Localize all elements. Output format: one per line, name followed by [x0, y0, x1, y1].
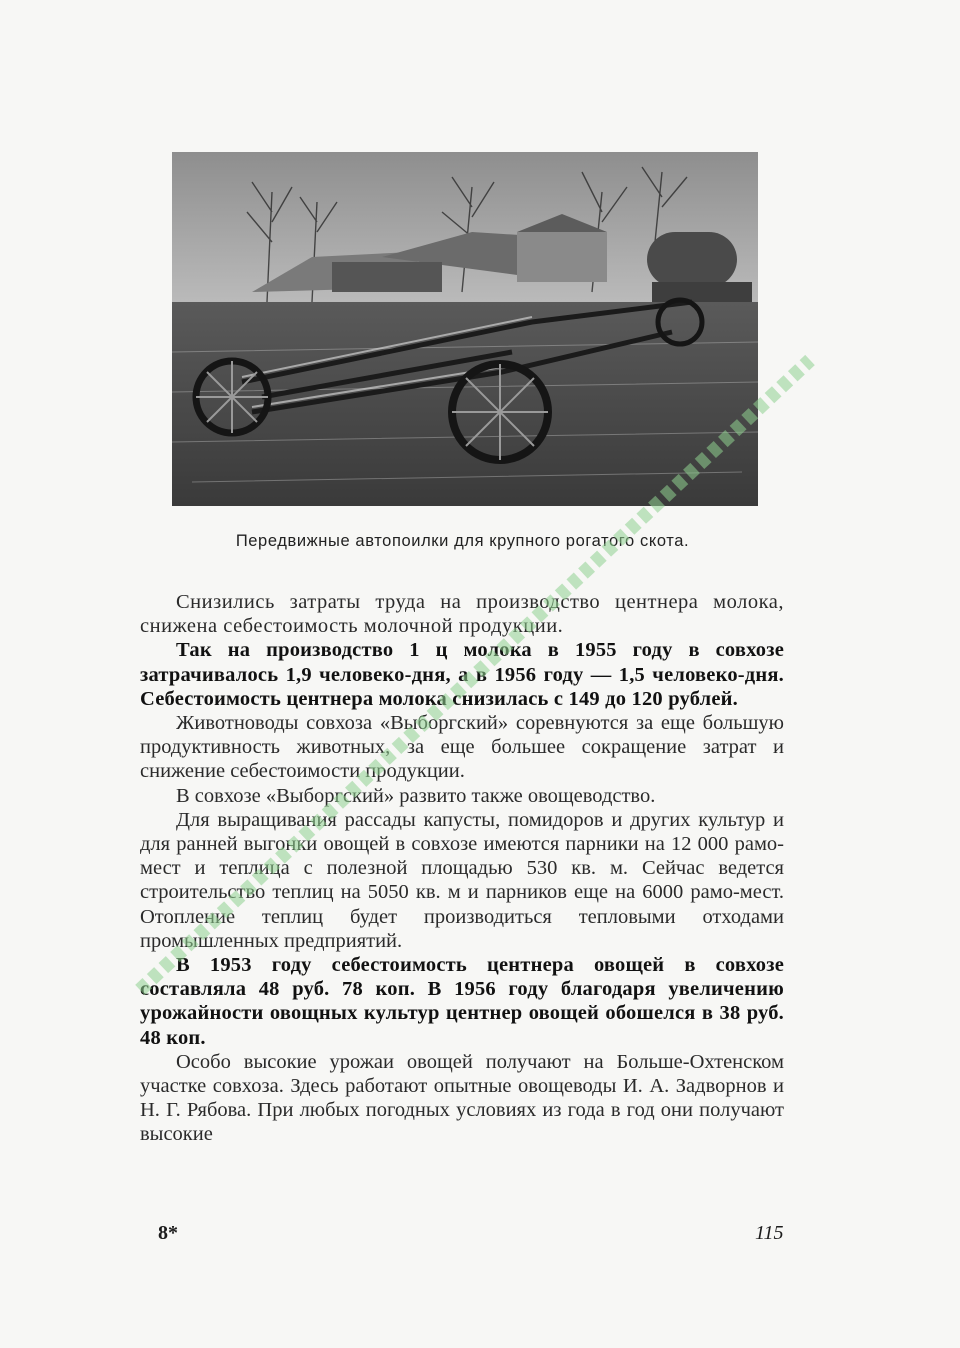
figure-photo: [172, 152, 758, 506]
page-number: 115: [755, 1222, 784, 1244]
paragraph: В 1953 году себестоимость центнера овощей в совхозе составляла 48 руб. 78 коп. В 1956 году благодаря увеличению урожайности овощных культур центнер овощей обошелся в 38 руб. 48 коп.: [140, 954, 784, 1049]
water-trailer-illustration: [172, 152, 758, 506]
paragraph: Животноводы совхоза «Выборгский» соревнуются за еще большую продуктивность животных, за еще большее сокращение затрат и снижение себестоимости продукции.: [140, 712, 784, 783]
figure-caption: Передвижные автопоилки для крупного рогатого скота.: [235, 532, 690, 550]
paragraph: Для выращивания рассады капусты, помидоров и других культур и для ранней выгонки овощей в совхозе имеются парники на 12 000 рамо-мест и теплица с полезной площадью 530 кв. м. Сейчас ведется строительство теплиц на 5050 кв. м и парников еще на 6000 рамо-мест. Отопление теплиц будет производиться тепловыми отходами промышленных предприятий.: [140, 808, 784, 952]
body-text: [140, 590, 784, 1147]
paragraph: Особо высокие урожаи овощей получают на Больше-Охтенском участке совхоза. Здесь работают опытные овощеводы И. А. Задворнов и Н. Г. Рябова. При любых погодных условиях из года в год они получают высокие: [140, 1050, 784, 1146]
signature-mark: 8*: [158, 1222, 178, 1244]
paragraph: Снизились затраты труда на производство центнера молока, снижена себестоимость молочной продукции.: [140, 591, 784, 638]
paragraph: В совхозе «Выборгский» развито также овощеводство.: [176, 784, 656, 807]
paragraph: Так на производство 1 ц молока в 1955 году в совхозе затрачивалось 1,9 человеко-дня, а в 1956 году — 1,5 человеко-дня. Себестоимость центнера молока снизилась с 149 до 120 рублей.: [140, 639, 784, 710]
